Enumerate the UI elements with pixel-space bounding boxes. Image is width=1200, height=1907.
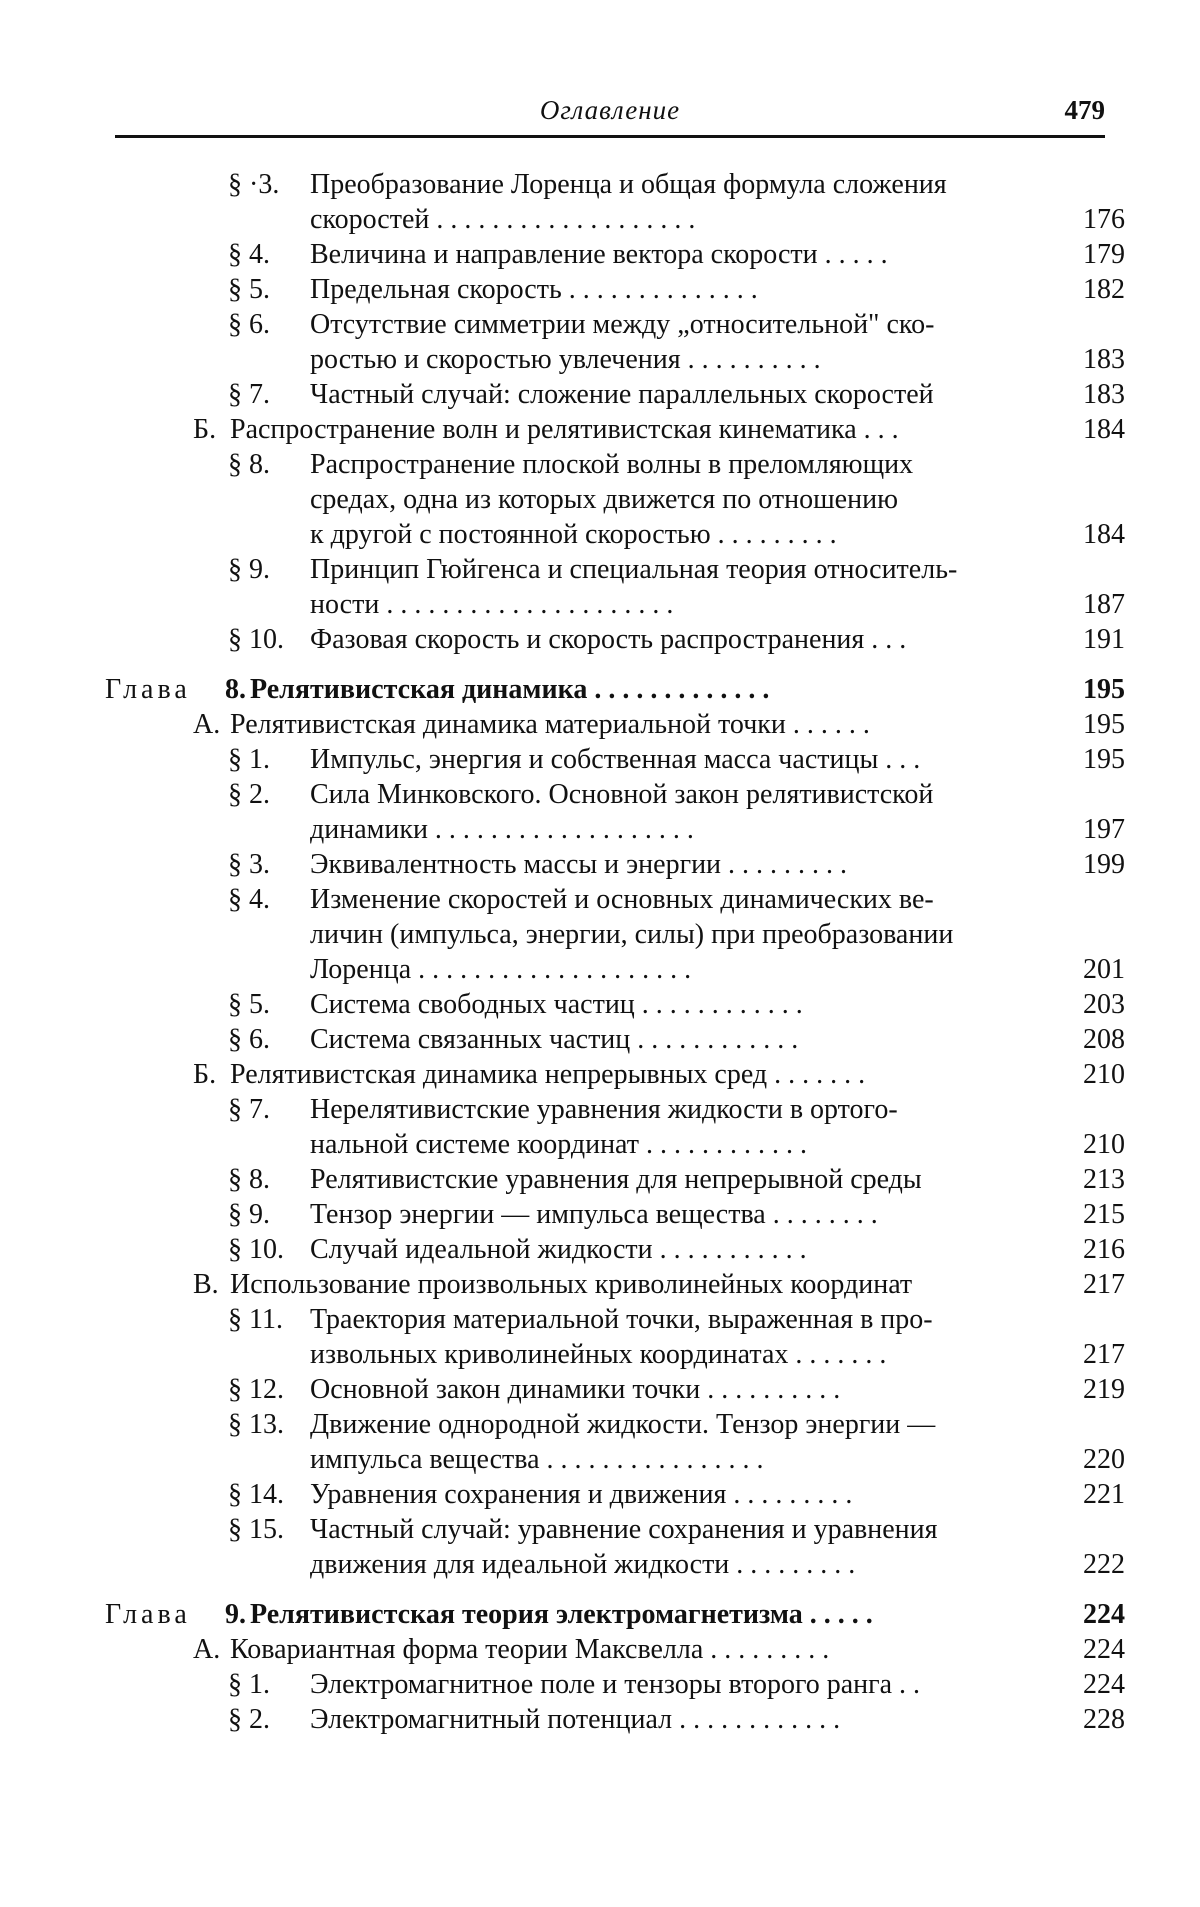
toc-line [0, 812, 1200, 847]
toc-line [0, 1547, 1200, 1582]
entry-title-text: Электромагнитный потенциал . . . . . . . . . . . . [310, 1704, 841, 1735]
page-number: 224 [1083, 1599, 1125, 1630]
part-letter: А. [193, 709, 221, 740]
toc-section-entry [0, 1302, 1200, 1372]
entry-title-text: Уравнения сохранения и движения . . . . . . . . . [310, 1479, 853, 1510]
page-number: 220 [1083, 1444, 1125, 1475]
entry-title-text: Отсутствие симметрии между „относительной" ско- [310, 309, 935, 340]
toc-line [0, 1407, 1200, 1442]
section-number: § 4. [228, 884, 270, 915]
entry-title-text: извольных криволинейных координатах . . . . . . . [310, 1339, 887, 1370]
entry-title-text: личин (импульса, энергии, силы) при преобразовании [310, 919, 954, 950]
chapter-label: Глава [105, 1599, 191, 1630]
entry-title-text: Система связанных частиц . . . . . . . . . . . . [310, 1024, 799, 1055]
toc-line [0, 672, 1200, 707]
toc-line [0, 202, 1200, 237]
page-number: 183 [1083, 379, 1125, 410]
toc-part-entry [0, 1632, 1200, 1667]
page-number: 228 [1083, 1704, 1125, 1735]
toc-line [0, 1632, 1200, 1667]
page-number: 201 [1083, 954, 1125, 985]
toc-section-entry [0, 1702, 1200, 1737]
toc-section-entry [0, 987, 1200, 1022]
entry-title-text: Движение однородной жидкости. Тензор энергии — [310, 1409, 936, 1440]
toc-section-entry [0, 622, 1200, 657]
toc-line [0, 847, 1200, 882]
entry-title-text: Нерелятивистские уравнения жидкости в ортого- [310, 1094, 898, 1125]
entry-title-text: Преобразование Лоренца и общая формула сложения [310, 169, 947, 200]
section-number: § 2. [228, 779, 270, 810]
entry-title-text: Случай идеальной жидкости . . . . . . . . . . . [310, 1234, 807, 1265]
part-letter: В. [193, 1269, 219, 1300]
toc-line [0, 1442, 1200, 1477]
toc-line [0, 1232, 1200, 1267]
toc-chapter-entry [0, 1597, 1200, 1632]
toc-line [0, 517, 1200, 552]
page-number: 195 [1083, 674, 1125, 705]
page-number: 195 [1083, 744, 1125, 775]
toc-line [0, 1512, 1200, 1547]
entry-title-text: Траектория материальной точки, выраженная в про- [310, 1304, 933, 1335]
toc-line [0, 987, 1200, 1022]
entry-title-text: Предельная скорость . . . . . . . . . . . . . . [310, 274, 758, 305]
toc-line [0, 377, 1200, 412]
toc-section-entry [0, 1162, 1200, 1197]
toc-line [0, 707, 1200, 742]
toc-section-entry [0, 742, 1200, 777]
page-number: 183 [1083, 344, 1125, 375]
page-number: 210 [1083, 1059, 1125, 1090]
part-letter: А. [193, 1634, 221, 1665]
chapter-number: 8. [225, 674, 246, 705]
section-number: § 9. [228, 1199, 270, 1230]
header-title: Оглавление [539, 95, 681, 125]
page-number: 182 [1083, 274, 1125, 305]
toc-line [0, 587, 1200, 622]
toc-line [0, 1022, 1200, 1057]
entry-title-text: нальной системе координат . . . . . . . . . . . . [310, 1129, 807, 1160]
page-number: 179 [1083, 239, 1125, 270]
toc-line [0, 1667, 1200, 1702]
part-letter: Б. [193, 1059, 217, 1090]
page-number: 219 [1083, 1374, 1125, 1405]
toc-line [0, 447, 1200, 482]
toc-line [0, 1057, 1200, 1092]
toc-line [0, 1302, 1200, 1337]
entry-title-text: импульса вещества . . . . . . . . . . . . . . . . [310, 1444, 764, 1475]
toc-line [0, 1092, 1200, 1127]
section-number: § 10. [228, 624, 284, 655]
toc-section-entry [0, 847, 1200, 882]
page-number: 195 [1083, 709, 1125, 740]
toc-chapter-entry [0, 672, 1200, 707]
header-page-number: 479 [1064, 95, 1105, 125]
toc-line [0, 482, 1200, 517]
toc-line [0, 552, 1200, 587]
entry-title-text: ности . . . . . . . . . . . . . . . . . . . . . [310, 589, 674, 620]
toc-part-entry [0, 412, 1200, 447]
toc-line [0, 412, 1200, 447]
section-number: § 15. [228, 1514, 284, 1545]
toc-part-entry [0, 707, 1200, 742]
toc-section-entry [0, 1092, 1200, 1162]
entry-title-text: Фазовая скорость и скорость распространения . . . [310, 624, 907, 655]
section-number: § 5. [228, 274, 270, 305]
toc-line [0, 622, 1200, 657]
toc-line [0, 1162, 1200, 1197]
entry-title-text: Распространение волн и релятивистская кинематика . . . [230, 414, 899, 445]
toc-section-entry [0, 1407, 1200, 1477]
entry-title-text: движения для идеальной жидкости . . . . . . . . . [310, 1549, 856, 1580]
page-number: 221 [1083, 1479, 1125, 1510]
toc-part-entry [0, 1267, 1200, 1302]
section-number: § 7. [228, 379, 270, 410]
page-number: 184 [1083, 414, 1125, 445]
running-header [115, 95, 1105, 138]
page-number: 187 [1083, 589, 1125, 620]
entry-title-text: Частный случай: сложение параллельных скоростей [310, 379, 934, 410]
section-number: § 1. [228, 744, 270, 775]
page-number: 213 [1083, 1164, 1125, 1195]
toc-section-entry [0, 447, 1200, 552]
section-number: § 5. [228, 989, 270, 1020]
section-number: § 9. [228, 554, 270, 585]
entry-title-text: Ковариантная форма теории Максвелла . . . . . . . . . [230, 1634, 830, 1665]
toc-section-entry [0, 882, 1200, 987]
toc-section-entry [0, 1477, 1200, 1512]
page-number: 176 [1083, 204, 1125, 235]
toc-section-entry [0, 1232, 1200, 1267]
entry-title-text: Релятивистская динамика непрерывных сред . . . . . . . [230, 1059, 866, 1090]
toc-section-entry [0, 1197, 1200, 1232]
chapter-gap [0, 1582, 1200, 1597]
entry-title-text: Релятивистские уравнения для непрерывной среды [310, 1164, 922, 1195]
page-number: 184 [1083, 519, 1125, 550]
toc-line [0, 167, 1200, 202]
toc-line [0, 1267, 1200, 1302]
toc-line [0, 1197, 1200, 1232]
section-number: § 14. [228, 1479, 284, 1510]
entry-title-text: Принцип Гюйгенса и специальная теория относитель- [310, 554, 958, 585]
section-number: § 11. [228, 1304, 283, 1335]
entry-title-text: Релятивистская теория электромагнетизма . . . . . [250, 1599, 873, 1630]
toc-line [0, 742, 1200, 777]
toc-section-entry [0, 377, 1200, 412]
entry-title-text: Частный случай: уравнение сохранения и уравнения [310, 1514, 938, 1545]
entry-title-text: динамики . . . . . . . . . . . . . . . . . . . [310, 814, 694, 845]
entry-title-text: Релятивистская динамика . . . . . . . . . . . . . [250, 674, 770, 705]
section-number: § 10. [228, 1234, 284, 1265]
section-number: § 8. [228, 449, 270, 480]
toc-section-entry [0, 167, 1200, 237]
entry-title-text: скоростей . . . . . . . . . . . . . . . . . . . [310, 204, 696, 235]
toc-section-entry [0, 1022, 1200, 1057]
toc-line [0, 237, 1200, 272]
entry-title-text: средах, одна из которых движется по отношению [310, 484, 898, 515]
page-number: 216 [1083, 1234, 1125, 1265]
entry-title-text: Лоренца . . . . . . . . . . . . . . . . . . . . [310, 954, 692, 985]
toc-section-entry [0, 1372, 1200, 1407]
section-number: § 1. [228, 1669, 270, 1700]
entry-title-text: Электромагнитное поле и тензоры второго ранга . . [310, 1669, 921, 1700]
entry-title-text: Релятивистская динамика материальной точки . . . . . . [230, 709, 870, 740]
section-number: § 12. [228, 1374, 284, 1405]
entry-title-text: ростью и скоростью увлечения . . . . . . . . . . [310, 344, 821, 375]
page-number: 222 [1083, 1549, 1125, 1580]
page-number: 217 [1083, 1269, 1125, 1300]
toc-line [0, 1127, 1200, 1162]
toc-line [0, 1597, 1200, 1632]
entry-title-text: Изменение скоростей и основных динамических ве- [310, 884, 934, 915]
toc-line [0, 952, 1200, 987]
part-letter: Б. [193, 414, 217, 445]
chapter-label: Глава [105, 674, 191, 705]
entry-title-text: Система свободных частиц . . . . . . . . . . . . [310, 989, 803, 1020]
toc-section-entry [0, 307, 1200, 377]
entry-title-text: Основной закон динамики точки . . . . . . . . . . [310, 1374, 841, 1405]
toc-line [0, 307, 1200, 342]
toc-section-entry [0, 777, 1200, 847]
toc-line [0, 917, 1200, 952]
toc-line [0, 1477, 1200, 1512]
toc-line [0, 1702, 1200, 1737]
entry-title-text: Величина и направление вектора скорости . . . . . [310, 239, 888, 270]
section-number: § 4. [228, 239, 270, 270]
toc-part-entry [0, 1057, 1200, 1092]
page-number: 215 [1083, 1199, 1125, 1230]
toc-line [0, 882, 1200, 917]
toc-section-entry [0, 272, 1200, 307]
table-of-contents [0, 167, 1200, 1737]
toc-line [0, 777, 1200, 812]
entry-title-text: Тензор энергии — импульса вещества . . . . . . . . [310, 1199, 878, 1230]
page-number: 199 [1083, 849, 1125, 880]
entry-title-text: Распространение плоской волны в преломляющих [310, 449, 914, 480]
toc-section-entry [0, 237, 1200, 272]
toc-line [0, 342, 1200, 377]
section-number: § 13. [228, 1409, 284, 1440]
page-number: 210 [1083, 1129, 1125, 1160]
page-number: 224 [1083, 1669, 1125, 1700]
section-number: § 7. [228, 1094, 270, 1125]
entry-title-text: Использование произвольных криволинейных координат [230, 1269, 913, 1300]
section-number: § ·3. [228, 169, 280, 200]
entry-title-text: Сила Минковского. Основной закон релятивистской [310, 779, 934, 810]
section-number: § 6. [228, 309, 270, 340]
page-number: 217 [1083, 1339, 1125, 1370]
toc-section-entry [0, 1667, 1200, 1702]
entry-title-text: Эквивалентность массы и энергии . . . . . . . . . [310, 849, 848, 880]
page-number: 203 [1083, 989, 1125, 1020]
page-number: 224 [1083, 1634, 1125, 1665]
chapter-gap [0, 657, 1200, 672]
toc-line [0, 1337, 1200, 1372]
toc-section-entry [0, 552, 1200, 622]
page-number: 208 [1083, 1024, 1125, 1055]
section-number: § 3. [228, 849, 270, 880]
entry-title-text: Импульс, энергия и собственная масса частицы . . . [310, 744, 921, 775]
page-number: 191 [1083, 624, 1125, 655]
toc-line [0, 1372, 1200, 1407]
page-number: 197 [1083, 814, 1125, 845]
section-number: § 8. [228, 1164, 270, 1195]
section-number: § 2. [228, 1704, 270, 1735]
toc-section-entry [0, 1512, 1200, 1582]
entry-title-text: к другой с постоянной скоростью . . . . . . . . . [310, 519, 837, 550]
section-number: § 6. [228, 1024, 270, 1055]
toc-line [0, 272, 1200, 307]
chapter-number: 9. [225, 1599, 246, 1630]
